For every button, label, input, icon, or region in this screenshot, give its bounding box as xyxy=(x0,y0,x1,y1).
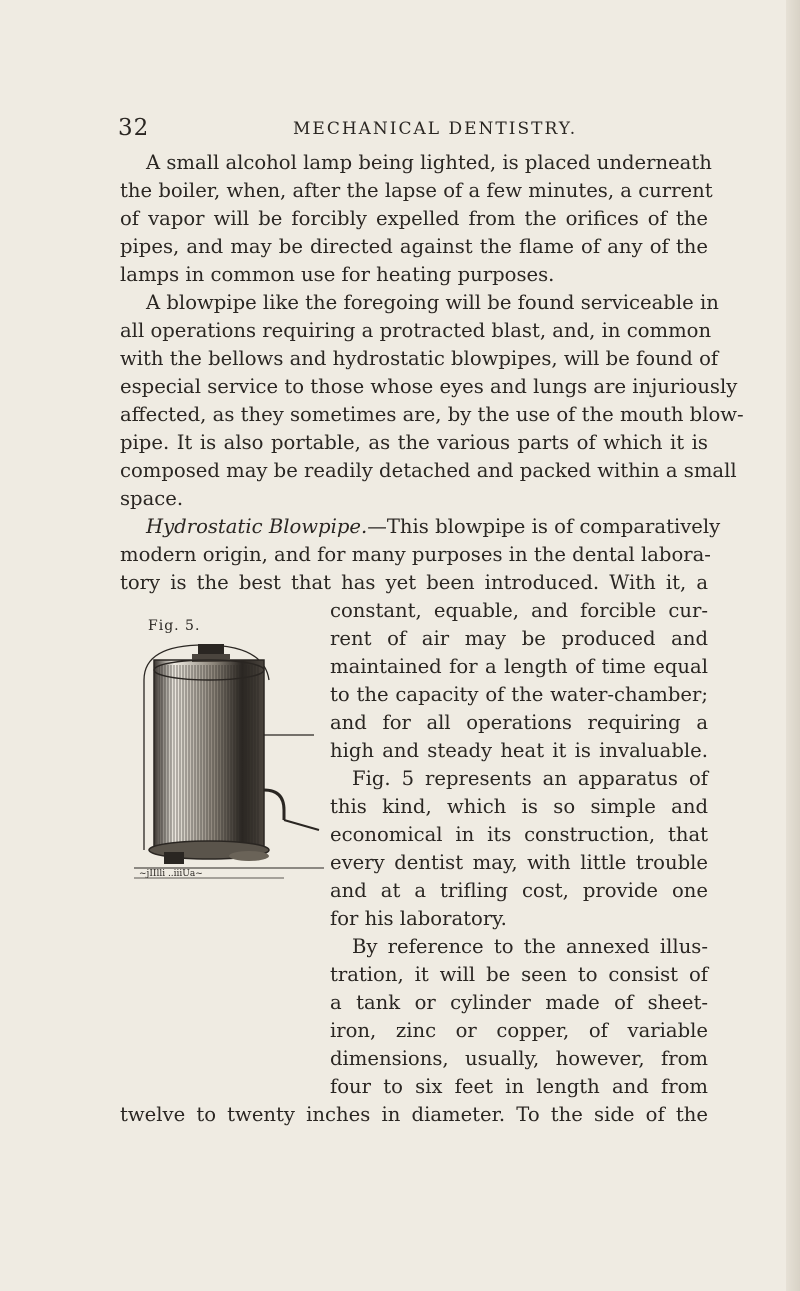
text-line: tration, it will be seen to consist of xyxy=(330,963,708,986)
text-line: pipes, and may be directed against the flame of any of the xyxy=(120,235,708,258)
text-line: composed may be readily detached and packed within a small xyxy=(120,459,737,482)
text-line: By reference to the annexed illus- xyxy=(352,935,708,958)
text-line: twelve to twenty inches in diameter. To the side of the xyxy=(120,1103,708,1126)
section-heading: Hydrostatic Blowpipe. xyxy=(146,515,368,538)
text-line: space. xyxy=(120,487,184,510)
hydrostatic-blowpipe-figure xyxy=(134,640,324,890)
text-line: constant, equable, and forcible cur- xyxy=(330,599,708,622)
section-line xyxy=(146,513,721,541)
text-line: of vapor will be forcibly expelled from the orifices of the xyxy=(120,207,708,230)
text-line: iron, zinc or copper, of variable xyxy=(330,1019,708,1042)
text-line: economical in its construction, that xyxy=(330,823,708,846)
page-header xyxy=(118,115,708,145)
text-line: dimensions, usually, however, from xyxy=(330,1047,708,1070)
text-line: for his laboratory. xyxy=(330,907,507,930)
text-line: every dentist may, with little trouble xyxy=(330,851,708,874)
cylinder-illustration xyxy=(134,640,324,890)
text-line: this kind, which is so simple and xyxy=(330,795,708,818)
text-line: tory is the best that has yet been introduced. With it, a xyxy=(120,571,708,594)
text-line: A blowpipe like the foregoing will be found serviceable in xyxy=(146,291,719,314)
text-line: all operations requiring a protracted blast, and, in common xyxy=(120,319,712,342)
text-line: with the bellows and hydrostatic blowpipes, will be found of xyxy=(120,347,719,370)
figure-caption-scrawl: ~jIIlli ..iiiUa~ xyxy=(139,869,203,879)
text-line: especial service to those whose eyes and lungs are injuriously xyxy=(120,375,738,398)
text-line: and for all operations requiring a xyxy=(330,711,708,734)
page-edge xyxy=(786,0,800,1291)
text-line: the boiler, when, after the lapse of a few minutes, a current xyxy=(120,179,713,202)
section-heading-rest: —This blowpipe is of comparatively xyxy=(367,515,721,538)
text-line: high and steady heat it is invaluable. xyxy=(330,739,708,762)
text-line: rent of air may be produced and xyxy=(330,627,708,650)
text-line: Fig. 5 represents an apparatus of xyxy=(352,767,708,790)
text-line: A small alcohol lamp being lighted, is placed underneath xyxy=(146,151,712,174)
text-line: modern origin, and for many purposes in the dental labora- xyxy=(120,543,711,566)
text-line: and at a trifling cost, provide one xyxy=(330,879,708,902)
text-line: pipe. It is also portable, as the various parts of which it is xyxy=(120,431,708,454)
figure-label: Fig. 5. xyxy=(148,618,201,634)
text-line: four to six feet in length and from xyxy=(330,1075,708,1098)
running-head: MECHANICAL DENTISTRY. xyxy=(293,119,578,139)
text-line: affected, as they sometimes are, by the use of the mouth blow- xyxy=(120,403,744,426)
text-line: maintained for a length of time equal xyxy=(330,655,708,678)
text-line: a tank or cylinder made of sheet- xyxy=(330,991,708,1014)
page-number: 32 xyxy=(118,115,150,141)
text-line: lamps in common use for heating purposes. xyxy=(120,263,555,286)
text-line: to the capacity of the water-chamber; xyxy=(330,683,708,706)
